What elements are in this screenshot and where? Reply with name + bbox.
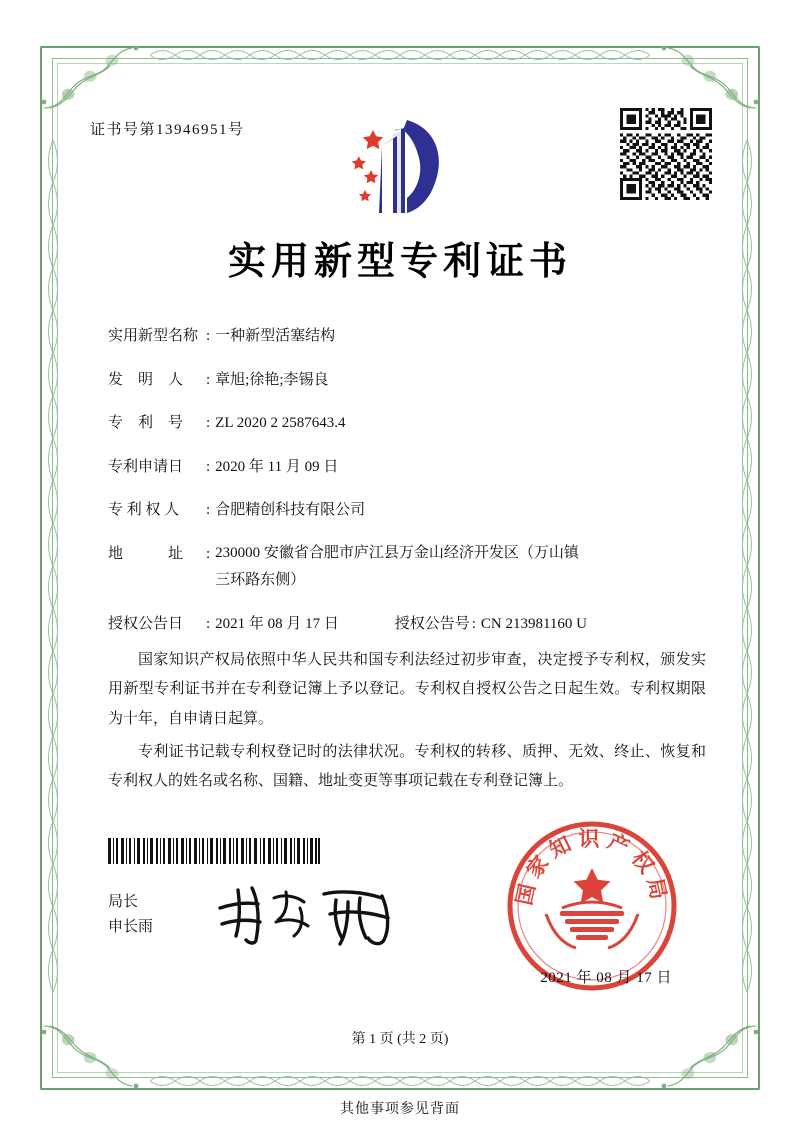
signature-block — [108, 890, 153, 940]
field-value-patent-number: ZL 2020 2 2587643.4 — [215, 415, 346, 431]
field-row-patentee — [108, 496, 710, 525]
field-row-address — [108, 540, 710, 596]
page-title: 实用新型专利证书 — [227, 241, 572, 283]
field-row-publication — [108, 610, 710, 639]
barcode — [108, 838, 320, 864]
field-label: 专利申请日 — [108, 458, 184, 475]
footer-note: 其他事项参见背面 — [340, 1102, 460, 1117]
publication-number-group — [395, 610, 587, 639]
cnipa-logo-icon — [335, 112, 465, 217]
field-value-utility-model-name: 一种新型活塞结构 — [215, 328, 336, 344]
address-line-2: 三环路东侧） — [215, 572, 306, 589]
field-label: 专 利 号 — [108, 415, 184, 431]
field-label: 地 址 — [108, 545, 184, 562]
qr-code-icon — [620, 108, 712, 200]
field-colon: : — [206, 371, 211, 388]
field-colon: : — [206, 458, 211, 475]
paragraph-2: 专利证书记载专利权登记时的法律状况。专利权的转移、质押、无效、终止、恢复和专利权人的姓名或名称、国籍、地址变更等事项记载在专利登记簿上。 — [108, 743, 706, 789]
field-colon: : — [206, 328, 211, 344]
field-colon: : — [206, 415, 211, 431]
address-line-1: 230000 安徽省合肥市庐江县万金山经济开发区（万山镇 — [215, 544, 579, 561]
field-value-address — [215, 540, 710, 596]
field-list — [108, 322, 710, 649]
field-value-inventor: 章旭;徐艳;李锡良 — [215, 371, 329, 388]
field-label: 实用新型名称 — [108, 328, 199, 344]
field-label: 发 明 人 — [108, 371, 184, 388]
publication-date-label: 授权公告日 — [108, 616, 184, 632]
field-row-inventor — [108, 366, 710, 395]
signer-title: 局长 — [108, 894, 139, 910]
field-colon: : — [206, 502, 211, 518]
field-row-utility-model-name — [108, 322, 710, 351]
publication-number-label: 授权公告号 — [394, 616, 470, 632]
seal-date: 2021 年 08 月 17 日 — [540, 970, 672, 986]
field-value-publication — [215, 610, 710, 639]
page-number: 第 1 页 (共 2 页) — [351, 1032, 449, 1047]
field-value-application-date: 2020 年 11 月 09 日 — [215, 458, 339, 475]
field-colon: : — [471, 616, 476, 632]
svg-text:国家知识产权局: 国家知识产权局 — [511, 827, 673, 908]
field-colon: : — [206, 545, 211, 562]
certificate-number: 证书号第13946951号 — [90, 122, 245, 138]
publication-number-value: CN 213981160 U — [480, 616, 587, 632]
legal-text — [108, 646, 706, 800]
certificate-content — [80, 90, 720, 1072]
paragraph-1: 国家知识产权局依照中华人民共和国专利法经过初步审查，决定授予专利权，颁发实用新型专利证书并在专利登记簿上予以登记。专利权自授权公告之日起生效。专利权期限为十年，自申请日起算。 — [108, 652, 706, 727]
field-row-application-date — [108, 453, 710, 482]
field-colon: : — [206, 616, 211, 632]
handwritten-signature — [212, 878, 422, 948]
publication-date-value: 2021 年 08 月 17 日 — [215, 616, 339, 632]
field-row-patent-number — [108, 409, 710, 438]
field-value-patentee: 合肥精创科技有限公司 — [215, 502, 366, 518]
signer-name: 申长雨 — [108, 918, 154, 935]
field-label: 专 利 权 人 — [108, 502, 180, 518]
